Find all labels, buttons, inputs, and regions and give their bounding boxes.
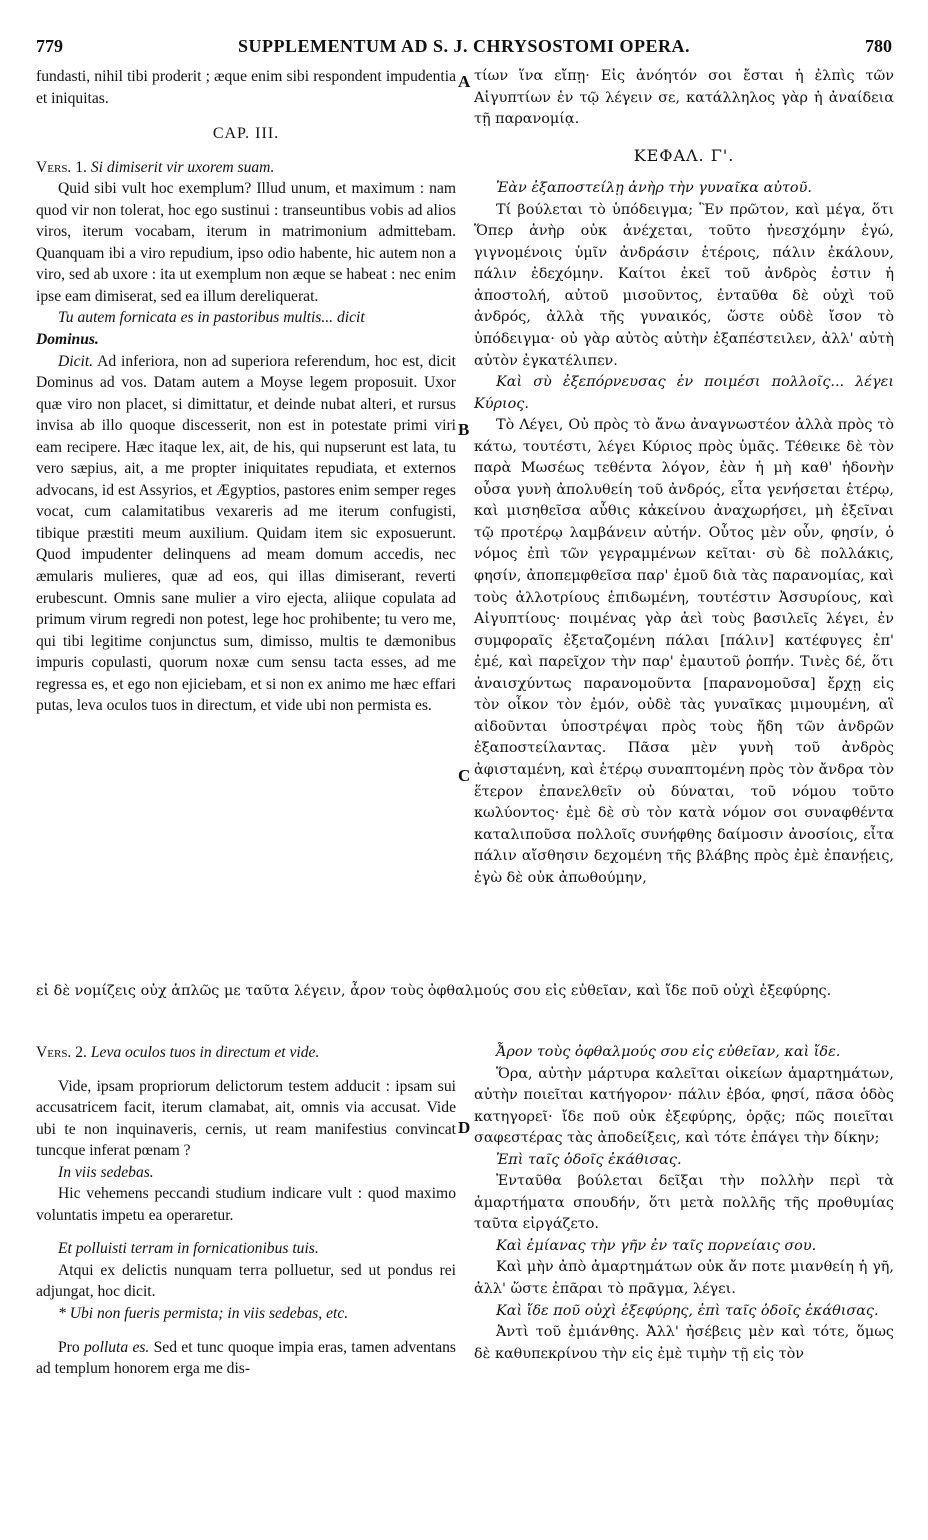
- greek-paragraph-6: Ἀντὶ τοῦ ἐμιάνθης. Ἀλλ' ἠσέβεις μὲν καὶ τότε, ὅμως δὲ καθυπεκρίνου τὴν εἰς ἐμὲ τιμὴν τῇ εἰς τὸν: [474, 1324, 894, 1362]
- paragraph-text: Ad inferiora, non ad superiora referendum, hoc est, dicit Dominus ad vos. Datam autem a Moyse legem proposuit. Uxor quæ viro non placet, si dimittatur, et deinde nubat alteri, et rursus invisa ab illo quoque discesserit, non est in potestate primi viri eam recipere. Hæc itaque lex, ait, de his, qui nupserunt est lata, tu vero sæpius, ait, a me propter iniquitates repudiata, et externos advocans, id est Assyrios, et Ægyptios, pastores enim semper reges vocat, cum calamitatibus vexareris ad me iterum confugisti, tibique præstiti meum auxilium. Quidam item sic exposuerunt. Quod impudenter delinquens ad meam domum accedis, nec æmularis mulieres, quæ ad eos, qui illas dimiserant, reverti erubescunt. Omnis sane mulier a viro ejecta, aliique copulata ad primum virum regredi non potest, lege hoc prohibente; tu vero me, qui tibi legitime conjunctus sum, dimisso, multis te dæmonibus impuris copulasti, quorum noxæ cum sensu tacta esses, ad me regressa es, et ego non ejiciebam, et si non ex animo me hæc effari putas, leva oculos tuos in directum, et vide ubi non permista es.: [36, 352, 456, 715]
- cross-line-greek-left: εἰ δὲ νομίζεις οὐχ ἁπλῶς με ταῦτα λέγειν, ἆρον τοὺς: [36, 983, 424, 999]
- greek-lemma-6: Καὶ ἴδε ποῦ οὐχὶ ἐξεφύρης, ἐπὶ ταῖς ὁδοῖς ἐκάθισας.: [496, 1302, 879, 1319]
- cross-line-greek-right: ὀφθαλμούς σου εἰς εὐθεῖαν, καὶ ἴδε ποῦ οὐχὶ ἐξεφύρης.: [427, 983, 832, 999]
- verse-text: Leva oculos tuos in directum et vide.: [90, 1044, 320, 1061]
- margin-marker-c: C: [458, 766, 471, 785]
- margin-marker-a: A: [458, 72, 471, 91]
- greek-lemma-4: Ἐπὶ ταῖς ὁδοῖς ἐκάθισας.: [496, 1151, 682, 1168]
- greek-paragraph-3: Ὅρα, αὐτὴν μάρτυρα καλεῖται οἰκείων ἁμαρτημάτων, αὐτὴν ποιεῖται κατήγορον· πάλιν ἐβόα, φησί, πᾶσα ὁδὸς κατηγορεῖ· ἴδε ποῦ οὐκ ἐξεφύρης, ὁρᾷς; πῶς ποιεῖται σαφεστέρας τὰς ἀποδείξεις, καὶ τότε ἐπάγει τὴν δίκην;: [474, 1065, 894, 1147]
- greek-column-lower: [474, 1042, 894, 1365]
- latin-chapter-heading: CAP. III.: [212, 125, 280, 143]
- greek-paragraph-4: Ἐνταῦθα βούλεται δεῖξαι τὴν πολλὴν περὶ τὰ ἁμαρτήματα σπουδήν, ὅτι μετὰ πολλῆς τῆς προθυμίας ταῦτα εἰργάζετο.: [474, 1173, 894, 1233]
- latin-verse-2: [36, 1042, 456, 1064]
- latin-column-lower: [36, 1042, 456, 1380]
- cross-column-line: [36, 980, 892, 1003]
- latin-paragraph-6: [36, 1337, 456, 1380]
- greek-paragraph-5: Καὶ μὴν ἀπὸ ἁμαρτημάτων οὐκ ἄν ποτε μιανθείη ἡ γῆ, ἀλλ' ὥστε ἐπᾶραι τὸ πρᾶγμα, λέγει.: [474, 1259, 894, 1298]
- greek-lemma-1: Ἐὰν ἐξαποστείλῃ ἀνὴρ τὴν γυναῖκα αὐτοῦ.: [496, 180, 812, 197]
- latin-lemma-3: In viis sedebas.: [58, 1163, 154, 1181]
- greek-paragraph-2: Τὸ Λέγει, Οὐ πρὸς τὸ ἄνω ἀναγνωστέον ἀλλὰ πρὸς τὸ κάτω, τουτέστι, λέγει Κύριος πρὸς ὑμᾶς. Τέθεικε δὲ τὸν παρὰ Μωσέως τεθέντα λόγον, ἐὰν ἡ μὴ καθ' ἡδονὴν οὖσα γυνὴ ἀπολυθείη τοῦ ἀνδρός, εἶτα γενήσεται ἑτέρῳ, καὶ μισηθεῖσα αὖθις κἀκείνου ἀναχωρήσει, μὴ ἐξεῖναι τῷ προτέρῳ λαμβάνειν αὐτήν. Οὗτος μὲν οὖν, φησίν, ὁ νόμος ἐπὶ τῶν γεγραμμένων κεῖται· σὺ δὲ πολλάκις, φησίν, ἀποπεμφθεῖσα παρ' ἐμοῦ διὰ τὰς παρανομίας, καὶ τοὺς ἀλλοτρίους ἐπιδωμένη, τουτέστιν Ἀσσυρίους, καὶ Αἰγυπτίους· ποιμένας γὰρ ἀεὶ τοὺς βασιλεῖς λέγει, ἐν συμφοραῖς ἐξεταζομένη πάλαι [πάλιν] κατέφυγες ἐπ' ἐμέ, καὶ παρεῖχον τὴν παρ' ἐμαυτοῦ ῥοπήν. Τινὲς δέ, ὅτι ἀναισχύντως παρανομοῦντα [παρανομοῦσα] ἔρχῃ εἰς τὸν οἶκον τὸν ἐμόν, οὐδὲ τὰς γυναῖκας μιμουμένη, αἳ αἰδοῦνται ὑποστρέψαι πρὸς τοὺς ἤδη τῶν ἀνδρῶν ἐξαποστείλαντας. Πᾶσα μὲν γυνὴ τοῦ ἀνδρὸς ἀφισταμένη, καὶ ἑτέρῳ συναπτομένη πρὸς τὸν ἄνδρα τὸν ἕτερον ἐπανελθεῖν οὐ δύναται, τοῦ νόμου τοῦτο κωλύοντος· ἐμὲ δὲ σὺ τὸν κατὰ νόμον σοι συναφθέντα καταλιποῦσα πολλοῖς συνήφθης δαίμοσιν ἀνοσίοις, εἶτα πάλιν αἴσθησιν δεχομένη τῆς βλάβης πρὸς ἐμὲ ἐπανῄεις, ἐγὼ δὲ οὐκ ἀπωθούμην,: [474, 417, 894, 886]
- paragraph-label: Pro: [58, 1338, 80, 1356]
- page-number-left: 779: [36, 36, 63, 56]
- running-header: [36, 36, 892, 60]
- greek-lemma-2: Καὶ σὺ ἐξεπόρνευσας ἐν ποιμέσι πολλοῖς... λέγει Κύριος.: [474, 374, 894, 412]
- greek-column: [474, 66, 894, 889]
- latin-paragraph-5: Atqui ex delictis nunquam terra polluetur, sed ut pondus rei adjungat, hoc dicit.: [36, 1261, 456, 1301]
- latin-paragraph-4: Hic vehemens peccandi studium indicare vult : quod maximo voluntatis impetu ea operaretur.: [36, 1185, 456, 1224]
- latin-paragraph-2: [36, 351, 456, 717]
- latin-lemma-2b: Dominus.: [36, 331, 99, 349]
- margin-marker-d: D: [458, 1118, 471, 1137]
- greek-lemma-5: Καὶ ἐμίανας τὴν γῆν ἐν ταῖς πορνείαις σου.: [496, 1237, 817, 1254]
- greek-paragraph-1: Τί βούλεται τὸ ὑπόδειγμα; Ἓν πρῶτον, καὶ μέγα, ὅτι Ὅπερ ἀνὴρ οὐκ ἀνέχεται, τοῦτο ἠνεσχόμην ἐγώ, γιγνομένοις ὑμῖν ἀνδράσιν ἑτέροις, πάλιν ἐκάλουν, πάλιν ἐδεχόμην. Καίτοι ἐκεῖ τοῦ ἀνδρὸς ἐστιν ἡ ἀποστολή, αὐτοῦ μισοῦντος, ἐνταῦθα δὲ οὐχὶ τοῦ ἀνδρός, ἀλλὰ τῆς γυναικός, ὥστε οὐδὲ ἴσον τὸ ὑπόδειγμα· οὐ γὰρ αὐτὸς αὐτὴν ἐξαπέστειλεν, ἀλλ' αὐτὴ αὐτὸν ἐγκατέλιπεν.: [474, 201, 894, 369]
- page-number-right: 780: [865, 36, 892, 56]
- latin-verse-1: [36, 157, 456, 179]
- latin-lemma-5: * Ubi non fueris permista; in viis sedebas, etc.: [58, 1305, 349, 1323]
- paragraph-label: Dicit.: [58, 352, 94, 370]
- greek-chapter-heading: ΚΕΦΑΛ. Γ'.: [633, 145, 735, 165]
- verse-text: Si dimiserit vir uxorem suam.: [90, 158, 275, 176]
- greek-intro: τίων ἵνα εἴπῃ· Εἰς ἀνόητόν σοι ἔσται ἡ ἐλπὶς τῶν Αἰγυπτίων ἐν τῷ λέγειν σε, κατάλληλος γὰρ ἡ ἀναίδεια τῇ παρανομίᾳ.: [474, 68, 894, 128]
- latin-column: [36, 66, 456, 717]
- greek-lemma-3: Ἆρον τοὺς ὀφθαλμούς σου εἰς εὐθεῖαν, καὶ ἴδε.: [496, 1044, 841, 1060]
- latin-paragraph-3: Vide, ipsam propriorum delictorum testem adducit : ipsam sui accusatricem facit, iterum clamabat, ait, omnis via accusat. Vide ubi te non inquinaveris, cernis, ut ream manifestius convincat tuncque inferat pœnam ?: [36, 1077, 456, 1160]
- latin-paragraph-1: Quid sibi vult hoc exemplum? Illud unum, et maximum : nam quod vir non tolerat, hoc ego sustinui : transeuntibus vobis ad alios viros, iterum vocabam, iterum in matrimonium admittebam. Quanquam ibi a viro repudium, ipso odio habente, hic autem non a viro, sed ab uxore : ita ut exemplum non æque se habeat : nec enim ipse eam dimiserat, sed ea illum dereliquerat.: [36, 180, 456, 305]
- paragraph-italic: polluta es.: [83, 1338, 150, 1356]
- running-title: SUPPLEMENTUM AD S. J. CHRYSOSTOMI OPERA.: [237, 36, 691, 56]
- verse-label: Vers. 1.: [36, 158, 87, 176]
- verse-label: Vers. 2.: [36, 1044, 87, 1061]
- margin-marker-b: B: [458, 420, 470, 439]
- latin-lemma-4: Et polluisti terram in fornicationibus tuis.: [58, 1240, 319, 1258]
- latin-lemma-2: Tu autem fornicata es in pastoribus multis... dicit: [58, 309, 365, 327]
- latin-intro: fundasti, nihil tibi proderit ; æque enim sibi respondent impudentia et iniquitas.: [36, 68, 456, 107]
- paragraph-text: Sed et tunc quoque impia eras, tamen adventans ad templum honorem erga me dis-: [36, 1338, 456, 1378]
